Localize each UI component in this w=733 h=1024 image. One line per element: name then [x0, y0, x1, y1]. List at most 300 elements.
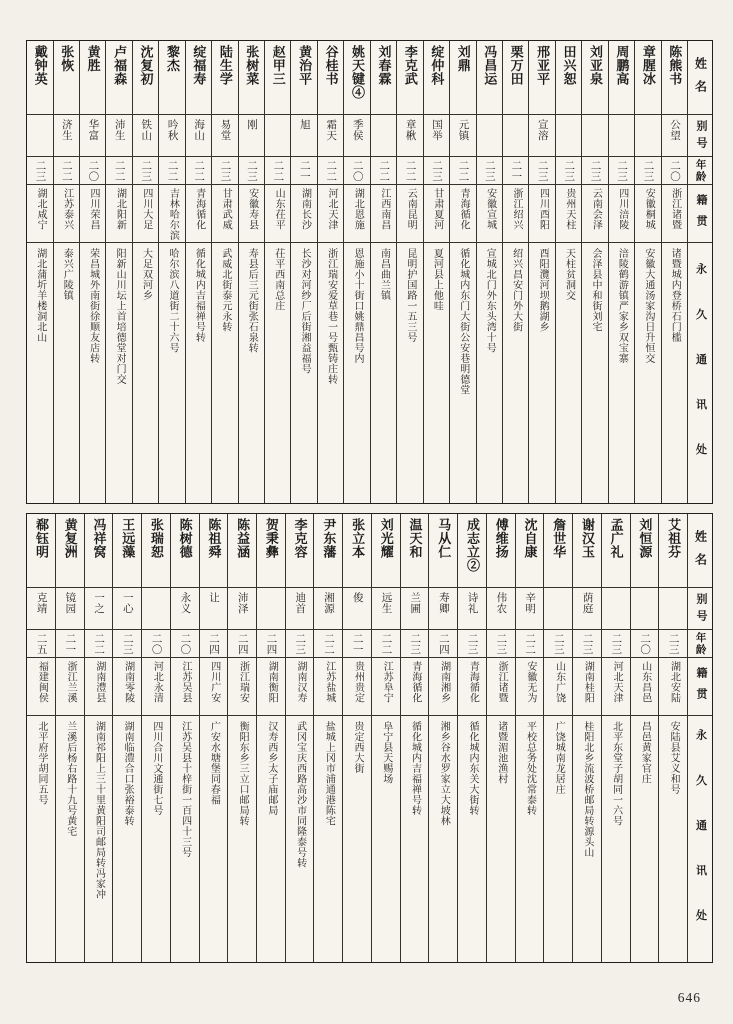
entry-origin-text: 四川广安	[208, 661, 220, 703]
entry-name	[529, 41, 554, 115]
entry-name	[429, 514, 457, 588]
entry-address-text: 湖南临澧合口张裕泰转	[122, 721, 134, 826]
entry-alias	[27, 115, 52, 157]
entry-alias	[631, 588, 659, 630]
entry-alias-text: 荫庭	[581, 592, 593, 614]
directory-entry-column	[80, 41, 106, 503]
entry-alias	[314, 588, 342, 630]
entry-alias-text: 易堂	[219, 119, 231, 141]
entry-name-text: 陈树德	[177, 518, 193, 559]
entry-origin-text: 浙江诸暨	[496, 661, 508, 703]
entry-origin-text: 云南会泽	[590, 188, 602, 230]
entry-name	[85, 514, 113, 588]
directory-entry-column	[450, 41, 476, 503]
entry-origin	[397, 185, 422, 243]
entry-address	[477, 243, 502, 503]
entry-name	[450, 41, 475, 115]
entry-origin	[239, 185, 264, 243]
entry-origin-text: 浙江诸暨	[669, 188, 681, 230]
entry-alias	[450, 115, 475, 157]
entry-address-text: 安陆县艾义和号	[668, 721, 680, 795]
entry-name-text: 陈益涵	[235, 518, 251, 559]
entry-origin-text: 河北永清	[151, 661, 163, 703]
entry-address-text: 阳新山川坛上首培德堂对门交	[114, 248, 126, 385]
entry-age-text: 二二	[378, 159, 390, 182]
entry-address-text: 衡阳东乡三立口邮局转	[237, 721, 249, 826]
entry-age	[659, 630, 687, 658]
entry-alias	[602, 588, 630, 630]
entry-age-text: 二〇	[351, 159, 363, 182]
entry-name-text: 刘亚泉	[587, 45, 603, 86]
entry-origin	[371, 185, 396, 243]
entry-origin	[265, 185, 290, 243]
directory-entry-column	[318, 41, 344, 503]
entry-address-text: 贵定西大街	[352, 721, 364, 774]
entry-name	[659, 514, 687, 588]
entry-origin-text: 青海循化	[409, 661, 421, 703]
directory-entry-column	[113, 514, 142, 962]
entry-age-text: 二一	[64, 632, 76, 655]
entry-alias-text: 寿卿	[437, 592, 449, 614]
entry-name	[318, 41, 343, 115]
entry-name-text: 张瑞恕	[148, 518, 164, 559]
entry-alias-text: 沛生	[113, 119, 125, 141]
entry-name-text: 赵甲三	[270, 45, 286, 86]
entry-name	[286, 514, 314, 588]
entry-origin	[343, 658, 371, 716]
entry-age	[186, 157, 211, 185]
entry-name-text: 绽福寿	[191, 45, 207, 86]
entry-origin	[159, 185, 184, 243]
entry-address	[635, 243, 660, 503]
entry-age	[228, 630, 256, 658]
entry-address-text: 寿县后三元街张石泉转	[246, 248, 258, 353]
entry-address	[544, 716, 572, 962]
directory-entry-column	[659, 514, 688, 962]
entry-age-text: 二三	[140, 159, 152, 182]
entry-origin	[27, 658, 55, 716]
entry-origin	[56, 658, 84, 716]
entry-age-text: 二四	[208, 632, 220, 655]
entry-address-text: 南昌曲兰镇	[378, 248, 390, 301]
entry-address-text: 大足双河乡	[140, 248, 152, 301]
entry-alias-text: 季侯	[351, 119, 363, 141]
entry-origin-text: 四川大足	[140, 188, 152, 230]
entry-alias-text: 镜园	[64, 592, 76, 614]
entry-origin	[186, 185, 211, 243]
directory-entry-column	[544, 514, 573, 962]
directory-entry-column	[171, 514, 200, 962]
entry-name-text: 傅维扬	[493, 518, 509, 559]
entry-age	[344, 157, 369, 185]
entry-origin-text: 江苏吴县	[180, 661, 192, 703]
entry-alias	[142, 588, 170, 630]
entry-alias	[556, 115, 581, 157]
entry-address	[291, 243, 316, 503]
entry-address-text: 桂阳北乡流波桥邮局转源头山	[581, 721, 593, 858]
entry-origin-text: 湖北阳新	[114, 188, 126, 230]
header-alias-label: 别号	[694, 593, 707, 628]
directory-entry-column	[286, 514, 315, 962]
entry-age	[573, 630, 601, 658]
entry-alias	[228, 588, 256, 630]
entry-address	[186, 243, 211, 503]
entry-address	[429, 716, 457, 962]
entry-age	[257, 630, 285, 658]
entry-alias-text: 克靖	[35, 592, 47, 614]
entry-name	[212, 41, 237, 115]
entry-name-text: 刘光耀	[378, 518, 394, 559]
entry-name	[343, 514, 371, 588]
header-origin	[688, 185, 712, 243]
entry-address-text: 湖南祁阳上三十里黄阳司邮局转冯家冲	[93, 721, 105, 900]
entry-origin	[80, 185, 105, 243]
entry-address-text: 汉寿西乡太子庙邮局	[265, 721, 277, 816]
entry-alias	[171, 588, 199, 630]
entry-alias	[54, 115, 79, 157]
entry-origin	[516, 658, 544, 716]
entry-origin	[487, 658, 515, 716]
entry-origin	[401, 658, 429, 716]
entry-address	[344, 243, 369, 503]
directory-table	[26, 40, 713, 963]
entry-alias-text: 一心	[121, 592, 133, 614]
entry-age	[487, 630, 515, 658]
entry-age-text: 二〇	[150, 632, 162, 655]
entry-name	[113, 514, 141, 588]
entry-age	[662, 157, 687, 185]
entry-origin	[662, 185, 687, 243]
entry-alias-text: 诗礼	[466, 592, 478, 614]
entry-age-text: 二三	[495, 632, 507, 655]
entry-age-text: 二二	[272, 159, 284, 182]
entry-origin-text: 湖南澧县	[93, 661, 105, 703]
entry-address	[80, 243, 105, 503]
directory-entry-column	[142, 514, 171, 962]
entry-age	[106, 157, 131, 185]
entry-origin-text: 青海循化	[467, 661, 479, 703]
entry-address-text: 哈尔滨八道街二十六号	[166, 248, 178, 353]
header-address	[688, 716, 712, 962]
entry-origin	[573, 658, 601, 716]
entry-alias	[85, 588, 113, 630]
entry-address-text: 浙江瑞安爱草巷一号甄铸庄转	[325, 248, 337, 385]
entry-address	[662, 243, 687, 503]
entry-origin-text: 浙江绍兴	[511, 188, 523, 230]
entry-origin-text: 甘肃武威	[220, 188, 232, 230]
entry-age-text: 二三	[121, 632, 133, 655]
entry-name	[133, 41, 158, 115]
entry-alias	[133, 115, 158, 157]
entry-name	[239, 41, 264, 115]
entry-alias	[487, 588, 515, 630]
entry-age	[200, 630, 228, 658]
entry-address	[503, 243, 528, 503]
entry-name-text: 姚天键④	[350, 45, 366, 99]
entry-alias	[27, 588, 55, 630]
entry-address	[212, 243, 237, 503]
directory-entry-column	[477, 41, 503, 503]
entry-origin-text: 湖北咸宁	[35, 188, 47, 230]
entry-name	[142, 514, 170, 588]
entry-name	[372, 514, 400, 588]
entry-address-text: 宣城北门外东头湾十号	[484, 248, 496, 353]
entry-address	[573, 716, 601, 962]
directory-entry-column	[265, 41, 291, 503]
entry-address	[228, 716, 256, 962]
entry-name-text: 章腥冰	[640, 45, 656, 86]
entry-name	[80, 41, 105, 115]
entry-alias	[662, 115, 687, 157]
entry-alias	[635, 115, 660, 157]
entry-alias-text: 公望	[668, 119, 680, 141]
entry-address	[56, 716, 84, 962]
entry-alias	[477, 115, 502, 157]
entry-name-text: 艾祖芬	[666, 518, 682, 559]
entry-age-text: 二三	[563, 159, 575, 182]
entry-age-text: 二三	[589, 159, 601, 182]
entry-origin-text: 江苏盐城	[323, 661, 335, 703]
entry-address	[133, 243, 158, 503]
entry-origin-text: 安徽桐城	[643, 188, 655, 230]
entry-alias-text: 一之	[93, 592, 105, 614]
entry-alias-text: 永义	[179, 592, 191, 614]
entry-origin	[171, 658, 199, 716]
entry-address	[113, 716, 141, 962]
entry-age-text: 二三	[616, 159, 628, 182]
entry-address	[239, 243, 264, 503]
entry-alias-text: 旭	[298, 119, 310, 130]
entry-alias	[429, 588, 457, 630]
entry-address	[171, 716, 199, 962]
directory-entry-column	[424, 41, 450, 503]
entry-origin	[631, 658, 659, 716]
entry-origin-text: 贵州贵定	[352, 661, 364, 703]
directory-entry-column	[133, 41, 159, 503]
entry-origin	[314, 658, 342, 716]
entry-origin-text: 湖南长沙	[299, 188, 311, 230]
entry-name-text: 刘恒源	[637, 518, 653, 559]
entry-alias-text: 华富	[87, 119, 99, 141]
entry-age-text: 二二	[93, 632, 105, 655]
entry-alias-text: 宣溶	[536, 119, 548, 141]
entry-alias	[371, 115, 396, 157]
entry-address	[27, 243, 52, 503]
entry-age	[371, 157, 396, 185]
directory-entry-column	[27, 514, 56, 962]
entry-age-text: 二三	[536, 159, 548, 182]
entry-name	[635, 41, 660, 115]
entry-name	[228, 514, 256, 588]
entry-address-text: 武威北街泰元永转	[219, 248, 231, 332]
entry-age-text: 二三	[294, 632, 306, 655]
entry-age-text: 二四	[265, 632, 277, 655]
entry-address-text: 天柱贫洞交	[563, 248, 575, 301]
entry-address	[487, 716, 515, 962]
entry-age-text: 二〇	[179, 632, 191, 655]
entry-address-text: 涪陵鹤游镇严家乡双宝寨	[616, 248, 628, 364]
directory-entry-column	[314, 514, 343, 962]
entry-age-text: 二〇	[639, 632, 651, 655]
entry-age	[397, 157, 422, 185]
directory-entry-column	[458, 514, 487, 962]
entry-age-text: 二〇	[87, 159, 99, 182]
entry-address	[609, 243, 634, 503]
entry-origin	[291, 185, 316, 243]
entry-alias	[212, 115, 237, 157]
entry-name	[556, 41, 581, 115]
entry-name-text: 黎杰	[164, 45, 180, 72]
entry-age	[429, 630, 457, 658]
entry-name	[503, 41, 528, 115]
entry-age	[85, 630, 113, 658]
entry-name-text: 刘春霖	[376, 45, 392, 86]
entry-age-text: 二二	[457, 159, 469, 182]
entry-origin-text: 安徽无为	[524, 661, 536, 703]
entry-address	[631, 716, 659, 962]
entry-alias	[286, 588, 314, 630]
entry-origin-text: 湖南衡阳	[266, 661, 278, 703]
entry-address	[200, 716, 228, 962]
entry-name-text: 尹东藩	[321, 518, 337, 559]
entry-age	[133, 157, 158, 185]
entry-address-text: 循化城内东门大街公安巷明德堂	[457, 248, 469, 395]
entry-name	[609, 41, 634, 115]
directory-table-bottom	[26, 513, 713, 963]
entry-name-text: 刘鼎	[455, 45, 471, 72]
entry-address-text: 广饶城南龙居庄	[553, 721, 565, 795]
directory-entry-column	[85, 514, 114, 962]
entry-origin	[477, 185, 502, 243]
entry-age-text: 二〇	[668, 159, 680, 182]
entry-age-text: 二五	[35, 632, 47, 655]
entry-alias-text: 吟秋	[166, 119, 178, 141]
header-origin	[688, 658, 712, 716]
entry-alias	[239, 115, 264, 157]
entry-age	[142, 630, 170, 658]
directory-entry-column	[397, 41, 423, 503]
entry-alias	[113, 588, 141, 630]
entry-name-text: 沈自康	[522, 518, 538, 559]
entry-address-text: 绍兴昌安门外大街	[510, 248, 522, 332]
entry-address-text: 四川合川文通街七号	[150, 721, 162, 816]
entry-origin	[429, 658, 457, 716]
entry-age	[602, 630, 630, 658]
entry-origin	[228, 658, 256, 716]
entry-origin-text: 江苏泰兴	[61, 188, 73, 230]
entry-alias	[257, 588, 285, 630]
header-origin-label: 籍贯	[694, 194, 707, 236]
directory-entry-column	[582, 41, 608, 503]
entry-age-text: 二三	[245, 159, 257, 182]
entry-origin	[212, 185, 237, 243]
entry-name	[265, 41, 290, 115]
entry-address	[343, 716, 371, 962]
directory-entry-column	[372, 514, 401, 962]
entry-origin-text: 河北天津	[325, 188, 337, 230]
entry-name	[54, 41, 79, 115]
entry-age-text: 二三	[409, 632, 421, 655]
entry-age-text: 二二	[166, 159, 178, 182]
entry-origin-text: 江西南昌	[378, 188, 390, 230]
entry-age	[56, 630, 84, 658]
directory-entry-column	[662, 41, 688, 503]
entry-name-text: 卢福森	[112, 45, 128, 86]
directory-entry-column	[200, 514, 229, 962]
entry-name	[27, 514, 55, 588]
entry-age	[477, 157, 502, 185]
entry-address-text: 夏河县上他哇	[431, 248, 443, 311]
entry-origin	[602, 658, 630, 716]
entry-origin	[344, 185, 369, 243]
directory-entry-column	[343, 514, 372, 962]
entry-name-text: 郗钰明	[33, 518, 49, 559]
directory-entry-column	[556, 41, 582, 503]
entry-age	[631, 630, 659, 658]
entry-name	[401, 514, 429, 588]
entry-age	[314, 630, 342, 658]
entry-origin-text: 福建闽侯	[36, 661, 48, 703]
entry-alias-text: 湘源	[322, 592, 334, 614]
entry-address-text: 荣昌城外南街徐顺友店转	[87, 248, 99, 364]
directory-entry-column	[503, 41, 529, 503]
entry-name-text: 陈祖舜	[206, 518, 222, 559]
entry-age-text: 二三	[34, 159, 46, 182]
entry-name-text: 陈熊书	[667, 45, 683, 86]
entry-address	[450, 243, 475, 503]
entry-age-text: 二二	[193, 159, 205, 182]
entry-alias-text: 国举	[431, 119, 442, 141]
directory-entry-column	[27, 41, 53, 503]
entry-address-text: 武冈宝庆西路高沙市同隆泰号转	[294, 721, 306, 868]
entry-name-text: 李克武	[402, 45, 418, 86]
entry-origin-text: 山东茌平	[273, 188, 285, 230]
entry-origin	[27, 185, 52, 243]
page-number: 646	[677, 990, 701, 1005]
entry-name	[200, 514, 228, 588]
entry-origin-text: 青海循化	[458, 188, 470, 230]
entry-age	[171, 630, 199, 658]
directory-entry-column	[106, 41, 132, 503]
directory-entry-column	[257, 514, 286, 962]
entry-alias	[544, 588, 572, 630]
entry-name	[186, 41, 211, 115]
directory-entry-column	[239, 41, 265, 503]
entry-name	[159, 41, 184, 115]
entry-age	[113, 630, 141, 658]
entry-address	[85, 716, 113, 962]
entry-address-text: 诸暨湄池渔村	[495, 721, 507, 784]
entry-name	[257, 514, 285, 588]
entry-age	[80, 157, 105, 185]
entry-age-text: 二四	[236, 632, 248, 655]
header-address-label: 永久通讯处	[694, 262, 707, 489]
entry-origin	[503, 185, 528, 243]
entry-alias	[397, 115, 422, 157]
entry-address	[602, 716, 630, 962]
directory-entry-column	[573, 514, 602, 962]
entry-origin	[635, 185, 660, 243]
header-origin-label: 籍贯	[694, 667, 707, 709]
entry-name-text: 绽仲科	[429, 45, 445, 86]
entry-age-text: 二二	[322, 632, 334, 655]
header-name-label: 姓名	[693, 529, 708, 576]
entry-origin	[54, 185, 79, 243]
entry-address-text: 循化城内东关大街转	[466, 721, 478, 816]
entry-address-text: 盐城上冈市浦通港陈宅	[323, 721, 335, 826]
entry-origin-text: 四川荣昌	[88, 188, 100, 230]
header-age-label: 年龄	[694, 158, 706, 183]
